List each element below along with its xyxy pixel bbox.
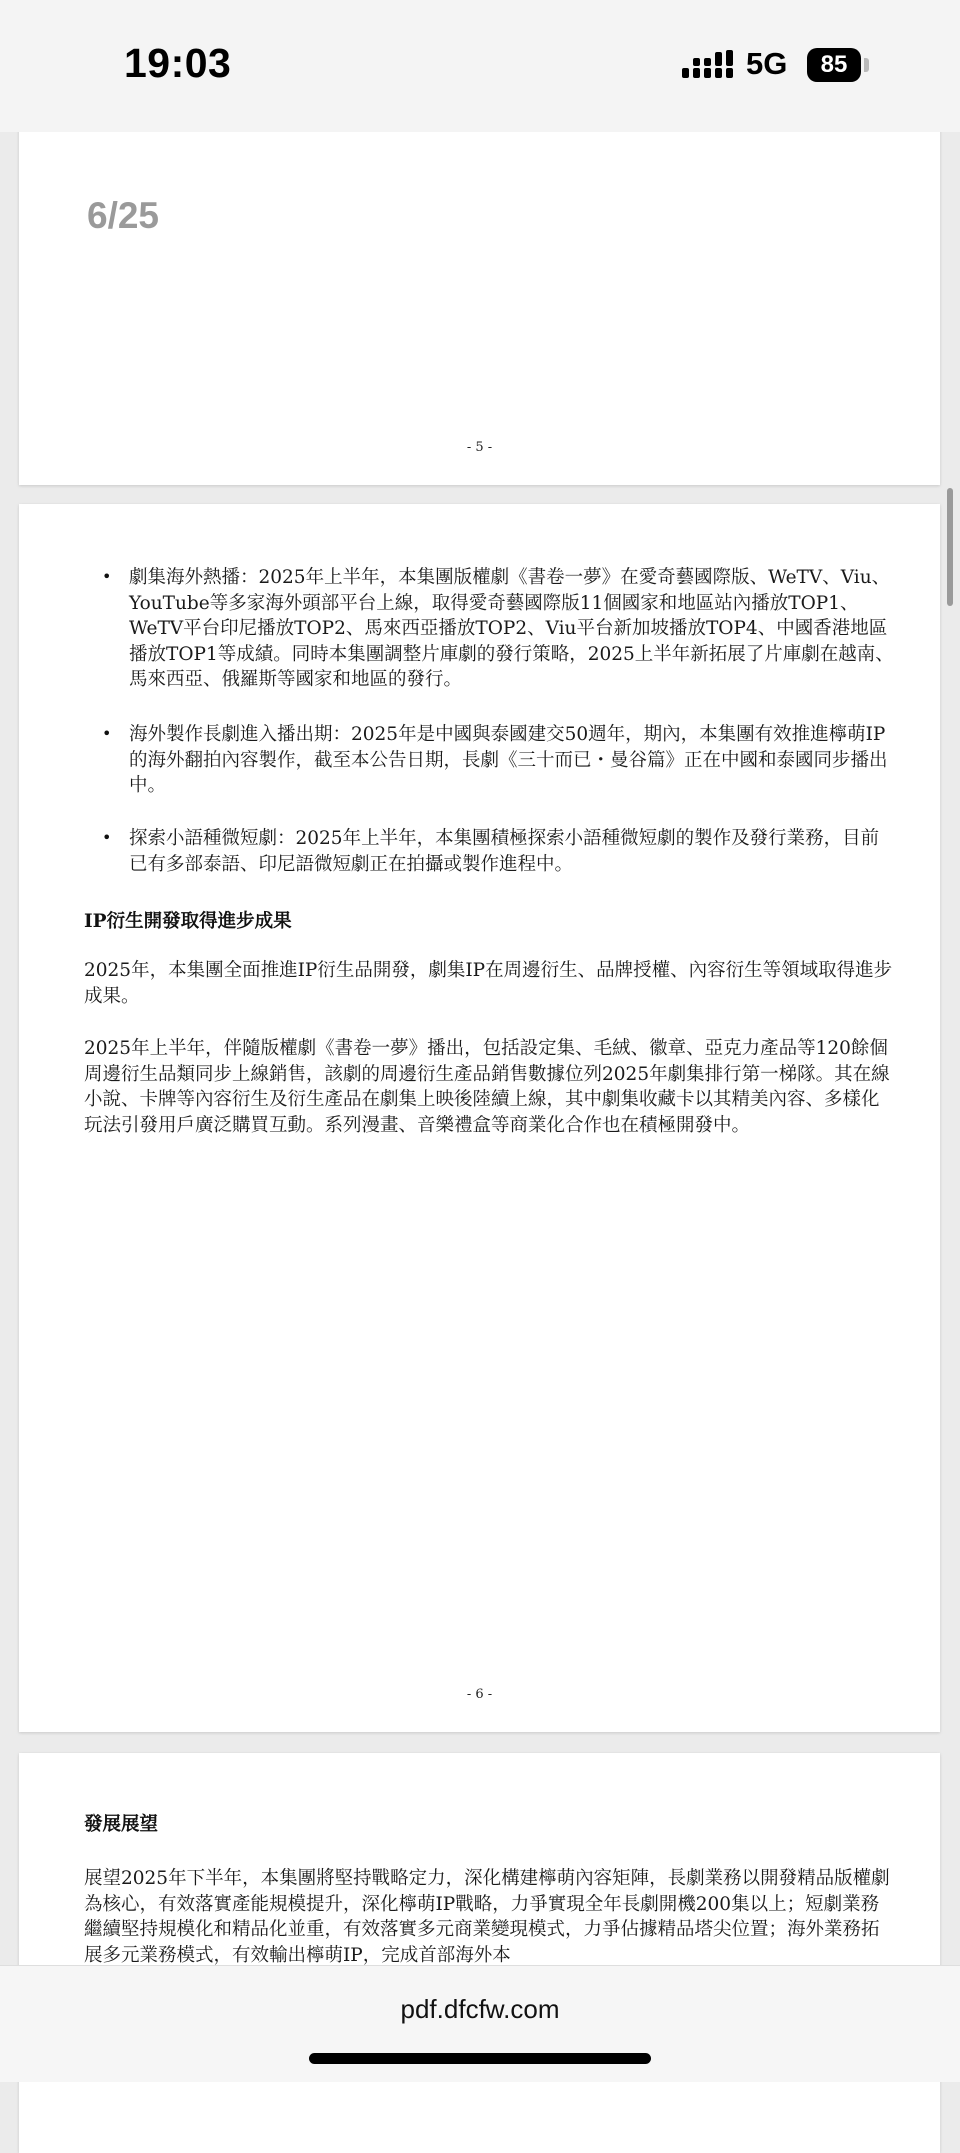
paragraph: 2025年上半年，伴隨版權劇《書卷一夢》播出，包括設定集、毛絨、徽章、亞克力產品等120餘個周邊衍生品類同步上線銷售，該劇的周邊衍生產品銷售數據位列2025年劇集排行第一梯隊。其在線小說、卡牌等內容衍生及衍生產品在劇集上映後陸續上線，其中劇集收藏卡以其精美內容、多樣化玩法引發用戶廣泛購買互動。系列漫畫、音樂禮盒等商業化合作也在積極開發中。 (84, 1038, 890, 1136)
pdf-page-6 (19, 504, 940, 1732)
url-label[interactable]: pdf.dfcfw.com (400, 1994, 560, 2024)
status-bar (0, 0, 960, 132)
signal-bars-icon (682, 50, 734, 80)
bullet-icon: • (102, 724, 112, 743)
browser-bottom-bar (0, 1965, 960, 2082)
scrollbar[interactable] (947, 488, 953, 606)
section-heading: 發展展望 (84, 1814, 159, 1835)
list-item (84, 826, 894, 877)
paragraph: 展望2025年下半年，本集團將堅持戰略定力，深化構建檸萌內容矩陣，長劇業務以開發精品版權劇為核心，有效落實產能規模提升，深化檸萌IP戰略，力爭實現全年長劇開機200集以上；短劇業務繼續堅持規模化和精品化並重，有效落實多元商業變現模式，力爭佔據精品塔尖位置；海外業務拓展多元業務模式，有效輸出檸萌IP，完成首部海外本 (84, 1868, 890, 1966)
bullet-icon: • (102, 828, 112, 847)
page-number: - 5 - (466, 440, 493, 455)
bullet-text: 探索小語種微短劇：2025年上半年，本集團積極探索小語種微短劇的製作及發行業務，目前已有多部泰語、印尼語微短劇正在拍攝或製作進程中。 (129, 828, 880, 875)
pdf-page-5 (19, 120, 940, 485)
battery-tip (864, 58, 869, 72)
section-heading: IP衍生開發取得進步成果 (84, 911, 292, 932)
status-time: 19:03 (124, 40, 232, 86)
home-indicator[interactable] (309, 2053, 651, 2064)
bullet-icon: • (102, 567, 112, 586)
bullet-text: 劇集海外熱播：2025年上半年，本集團版權劇《書卷一夢》在愛奇藝國際版、WeTV、Viu、YouTube等多家海外頭部平台上線，取得愛奇藝國際版11個國家和地區站內播放TOP1、WeTV平台印尼播放TOP2、馬來西亞播放TOP2、Viu平台新加坡播放TOP4、中國香港地區播放TOP1等成績。同時本集團調整片庫劇的發行策略，2025上半年新拓展了片庫劇在越南、馬來西亞、俄羅斯等國家和地區的發行。 (129, 567, 894, 690)
pdf-page-7 (19, 1753, 940, 2153)
page-number: - 6 - (466, 1687, 493, 1702)
network-type: 5G (746, 46, 788, 81)
page-indicator: 6/25 (87, 195, 160, 236)
paragraph: 2025年，本集團全面推進IP衍生品開發，劇集IP在周邊衍生、品牌授權、內容衍生等領域取得進步成果。 (84, 960, 893, 1007)
bullet-text: 海外製作長劇進入播出期：2025年是中國與泰國建交50週年，期內，本集團有效推進檸萌IP的海外翻拍內容製作，截至本公告日期，長劇《三十而已・曼谷篇》正在中國和泰國同步播出中。 (129, 724, 888, 796)
list-item (84, 722, 894, 799)
battery-icon: 85 (807, 48, 861, 82)
list-item (84, 565, 894, 693)
